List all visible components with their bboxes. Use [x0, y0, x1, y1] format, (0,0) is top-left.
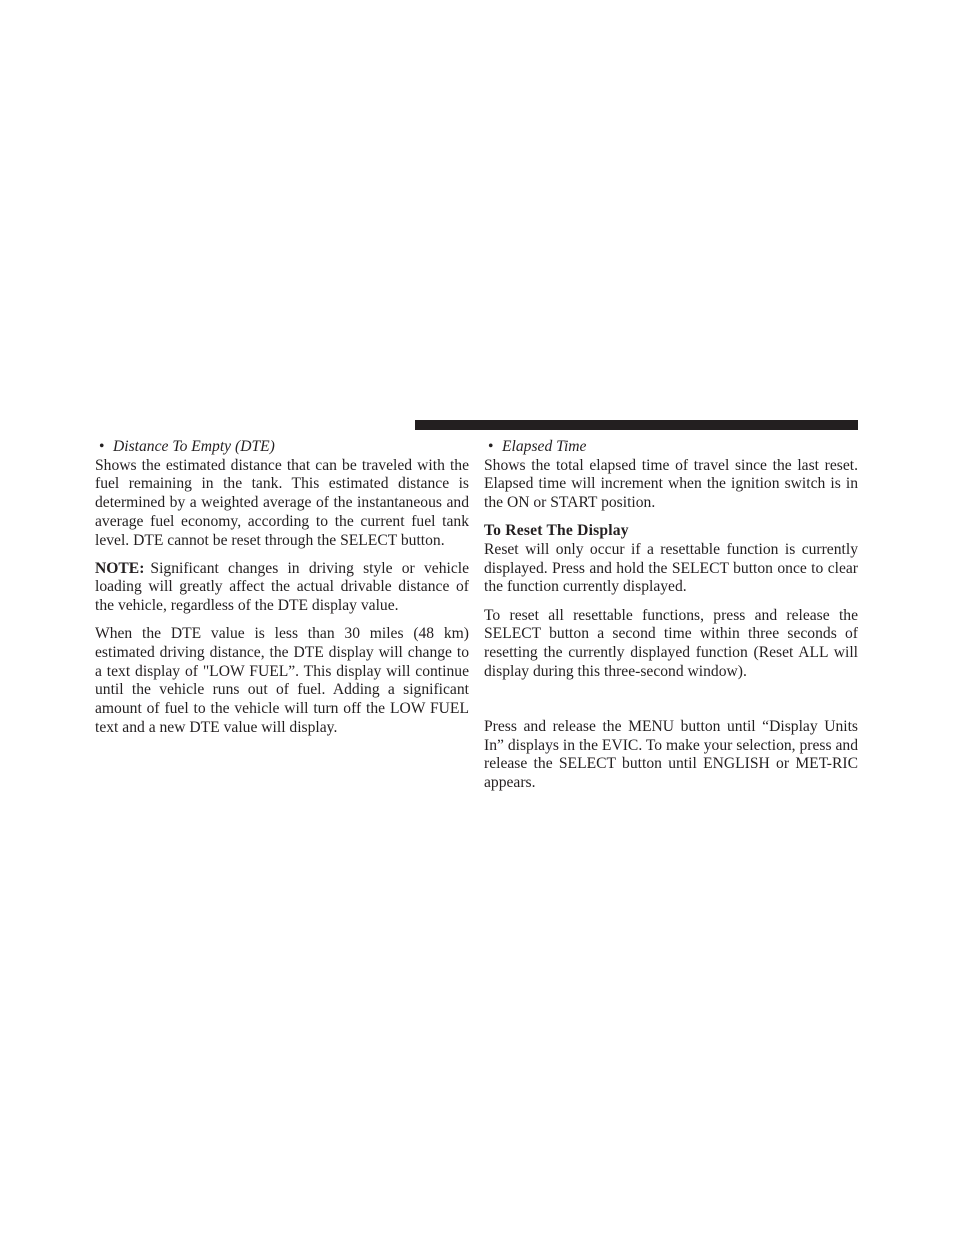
reset-display-heading: To Reset The Display [484, 522, 629, 540]
dte-description: Shows the estimated distance that can be traveled with the fuel remaining in the tank. This estimated distance is determined by a weighted average of the instantaneous and average fuel economy, according to the current fuel tank level. DTE cannot be reset through the SELECT button. [95, 456, 469, 549]
bullet-icon: • [488, 438, 494, 455]
display-units-description: Press and release the MENU button until “Display Units In” displays in the EVIC. To make your selection, press and release the SELECT button until ENGLISH or MET-RIC appears. [484, 717, 858, 792]
elapsed-heading-text: Elapsed Time [502, 438, 587, 455]
low-fuel-description: When the DTE value is less than 30 miles (48 km) estimated driving distance, the DTE display will change to a text display of "LOW FUEL”. This display will continue until the vehicle runs out of fuel. Adding a significant amount of fuel to the vehicle will turn off the LOW FUEL text and a new DTE value will display. [95, 625, 469, 736]
elapsed-bullet-heading [484, 437, 858, 457]
left-column [95, 437, 469, 738]
dte-heading-text: Distance To Empty (DTE) [113, 438, 275, 455]
section-header-bar [415, 420, 858, 430]
note-label: NOTE: [95, 559, 145, 577]
right-column [484, 437, 858, 802]
note-text: Significant changes in driving style or vehicle loading will greatly affect the actual drivable distance of the vehicle, regardless of the DTE display value. [95, 559, 469, 615]
note-paragraph [95, 560, 469, 616]
reset-description: Reset will only occur if a resettable function is currently displayed. Press and hold the SELECT button once to clear the function currently displayed. [484, 541, 858, 596]
section-gap [484, 691, 858, 718]
bullet-icon: • [99, 438, 105, 455]
dte-bullet-heading [95, 437, 469, 457]
reset-all-description: To reset all resettable functions, press and release the SELECT button a second time within three seconds of resetting the currently displayed function (Reset ALL will display during this three-second window). [484, 606, 858, 680]
elapsed-description: Shows the total elapsed time of travel since the last reset. Elapsed time will increment when the ignition switch is in the ON or START position. [484, 456, 858, 512]
